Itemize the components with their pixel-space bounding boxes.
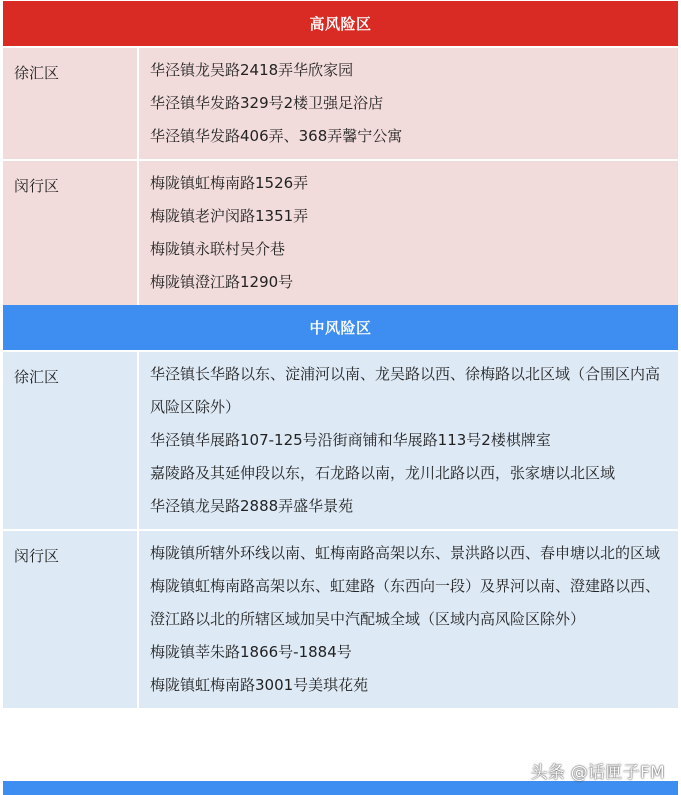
- high-risk-title: 高风险区: [309, 15, 372, 33]
- district-cell: 闵行区: [3, 161, 139, 305]
- address-list: [139, 352, 678, 529]
- risk-area-table: [3, 1, 678, 708]
- footer-bar: [3, 781, 678, 795]
- district-cell: 徐汇区: [3, 352, 139, 529]
- high-risk-header: [3, 1, 678, 46]
- address-item: 华泾镇长华路以东、淀浦河以南、龙吴路以西、徐梅路以北区域（合围区内高风险区除外）: [150, 365, 661, 416]
- medium-risk-title: 中风险区: [309, 319, 372, 337]
- address-list: [139, 48, 678, 159]
- district-cell: 闵行区: [3, 531, 139, 708]
- address-item: 梅陇镇莘朱路1866号-1884号: [150, 643, 352, 661]
- address-item: 梅陇镇老沪闵路1351弄: [150, 207, 309, 225]
- table-row: [3, 350, 678, 529]
- address-item: 梅陇镇永联村吴介巷: [150, 240, 286, 258]
- address-item: 华泾镇龙吴路2888弄盛华景苑: [150, 497, 354, 515]
- address-item: 梅陇镇所辖外环线以南、虹梅南路高架以东、景洪路以西、春申塘以北的区域: [150, 544, 661, 562]
- address-list: [139, 161, 678, 305]
- address-item: 梅陇镇虹梅南路1526弄: [150, 174, 309, 192]
- table-row: [3, 529, 678, 708]
- medium-risk-header: [3, 305, 678, 350]
- watermark: 头条 @话匣子FM: [530, 763, 665, 783]
- district-cell: 徐汇区: [3, 48, 139, 159]
- address-item: 华泾镇华发路329号2楼卫强足浴店: [150, 94, 384, 112]
- address-item: 梅陇镇澄江路1290号: [150, 273, 294, 291]
- address-item: 梅陇镇虹梅南路高架以东、虹建路（东西向一段）及界河以南、澄建路以西、澄江路以北的所辖区域加吴中汽配城全域（区域内高风险区除外）: [150, 577, 661, 628]
- address-item: 华泾镇华发路406弄、368弄馨宁公寓: [150, 127, 403, 145]
- address-item: 梅陇镇虹梅南路3001号美琪花苑: [150, 676, 369, 694]
- address-item: 华泾镇龙吴路2418弄华欣家园: [150, 61, 354, 79]
- address-item: 嘉陵路及其延伸段以东，石龙路以南，龙川北路以西，张家塘以北区域: [150, 464, 616, 482]
- address-list: [139, 531, 678, 708]
- table-row: [3, 46, 678, 159]
- address-item: 华泾镇华展路107-125号沿街商铺和华展路113号2楼棋牌室: [150, 431, 551, 449]
- table-row: [3, 159, 678, 305]
